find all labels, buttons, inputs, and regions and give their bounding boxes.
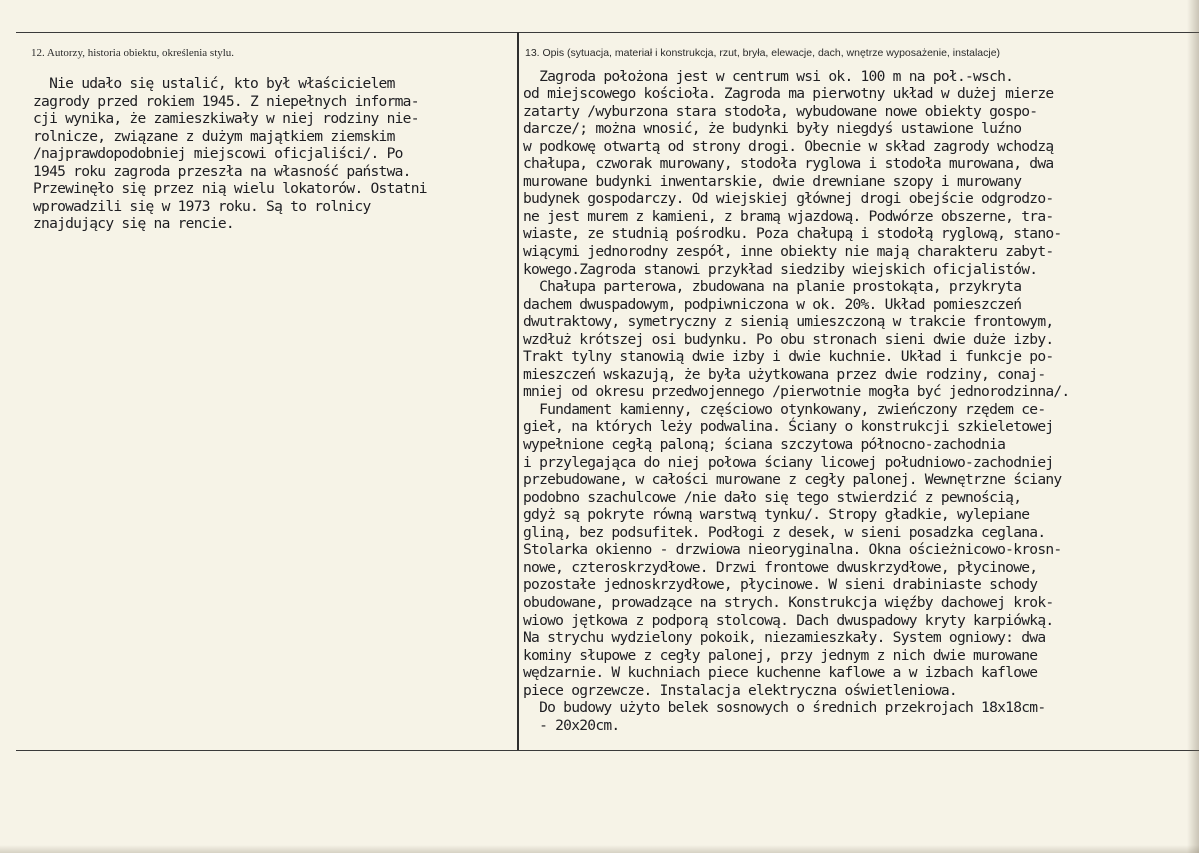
history-text-line: Nie udało się ustalić, kto był właścicielem [33, 75, 395, 92]
description-text-line: i przylegająca do niej połowa ściany licowej południowo-zachodniej [523, 453, 1054, 471]
description-text-line: wędzarnie. W kuchniach piece kuchenne kaflowe a w izbach kaflowe [523, 664, 1038, 682]
history-text-line: /najprawdopodobniej miejscowi oficjaliści/. Po [33, 145, 403, 163]
description-text-line: chałupa, czworak murowany, stodoła ryglowa i stodoła murowana, dwa [523, 155, 1054, 173]
column-divider [517, 32, 519, 750]
description-text-line: mieszczeń wskazują, że była użytkowana przez dwie rodziny, conaj- [523, 365, 1046, 383]
description-text-line: Zagroda położona jest w centrum wsi ok. 100 m na poł.-wsch. [523, 67, 1014, 85]
history-text-line: 1945 roku zagroda przeszła na własność państwa. [33, 162, 411, 180]
description-text-line: ne jest murem z kamieni, z bramą wjazdową. Podwórze obszerne, tra- [523, 207, 1054, 225]
description-text-line: wiowo jętkowa z podporą stolcową. Dach dwuspadowy kryty karpiówką. [523, 611, 1054, 629]
description-text-line: gdyż są pokryte równą warstwą tynku/. Stropy gładkie, wylepiane [523, 506, 1030, 524]
history-text-line: zagrody przed rokiem 1945. Z niepełnych informa- [33, 92, 419, 110]
frame-bottom-rule [16, 750, 1199, 751]
description-text-line: murowane budynki inwentarskie, dwie drewniane szopy i murowany [523, 172, 1022, 190]
description-text-line: mniej od okresu przedwojennego /pierwotnie mogła być jednorodzinna/. [523, 383, 1070, 401]
description-text-line: pozostałe jednoskrzydłowe, płycinowe. W sieni drabiniaste schody [523, 576, 1038, 594]
history-text-line: Przewinęło się przez nią wielu lokatorów. Ostatni [33, 180, 427, 198]
description-text-line: podobno szachulcowe /nie dało się tego stwierdzić z pewnością, [523, 488, 1022, 506]
description-text-line: Trakt tylny stanowią dwie izby i dwie kuchnie. Układ i funkcje po- [523, 348, 1054, 366]
description-text-block [523, 50, 1069, 734]
description-text-line [523, 50, 1069, 68]
history-text-line: wprowadzili się w 1973 roku. Są to rolnicy [33, 197, 371, 215]
description-text-line: gieł, na których leży podwalina. Ściany o konstrukcji szkieletowej [523, 418, 1054, 436]
section-13-header: 13. Opis (sytuacja, materiał i konstrukcja, rzut, bryła, elewacje, dach, wnętrze wyposażenie, instalacje) [525, 47, 1001, 59]
description-text-line: wiaste, ze studnią pośrodku. Poza chałupą i stodołą ryglową, stano- [523, 225, 1062, 243]
description-text-line: zatarty /wyburzona stara stodoła, wybudowane nowe obiekty gospo- [523, 102, 1038, 120]
history-text-line: znajdujący się na rencie. [33, 215, 234, 233]
description-text-line: darcze/; można wnosić, że budynki były niegdyś ustawione luźno [523, 120, 1022, 138]
description-text-line: wypełnione cegłą paloną; ściana szczytowa północno-zachodnia [523, 436, 1006, 454]
section-12-header: 12. Autorzy, historia obiektu, określenia stylu. [31, 47, 235, 59]
frame-top-rule [16, 32, 1199, 33]
description-text-line: Na strychu wydzielony pokoik, niezamieszkały. System ogniowy: dwa [523, 629, 1046, 647]
description-text-line: przebudowane, w całości murowane z cegły palonej. Wewnętrzne ściany [523, 471, 1062, 489]
description-text-line: od miejscowego kościoła. Zagroda ma pierwotny układ w dużej mierze [523, 85, 1054, 103]
description-text-line: Chałupa parterowa, zbudowana na planie prostokąta, przykryta [523, 278, 1022, 296]
description-text-line: kowego.Zagroda stanowi przykład siedziby wiejskich oficjalistów. [523, 260, 1038, 278]
description-text-line: piece ogrzewcze. Instalacja elektryczna oświetleniowa. [523, 681, 957, 699]
page-edge-shadow [1187, 0, 1199, 853]
description-text-line: - 20x20cm. [523, 716, 620, 734]
description-text-line: w podkowę otwartą od strony drogi. Obecnie w skład zagrody wchodzą [523, 137, 1054, 155]
description-text-line: Stolarka okienno - drzwiowa nieoryginalna. Okna ościeżnicowo-krosn- [523, 541, 1062, 559]
description-text-line: dwutraktowy, symetryczny z sienią umieszczoną w trakcie frontowym, [523, 313, 1054, 331]
description-text-line: dachem dwuspadowym, podpiwniczona w ok. 20%. Układ pomieszczeń [523, 295, 1022, 313]
description-text-line: obudowane, prowadzące na strych. Konstrukcja więźby dachowej krok- [523, 593, 1054, 611]
description-text-line: budynek gospodarczy. Od wiejskiej głównej drogi obejście odgrodzo- [523, 190, 1054, 208]
description-text-line: Do budowy użyto belek sosnowych o średnich przekrojach 18x18cm- [523, 699, 1046, 717]
description-text-line: nowe, czteroskrzydłowe. Drzwi frontowe dwuskrzydłowe, płycinowe, [523, 558, 1038, 576]
description-text-line: kominy słupowe z cegły palonej, przy jednym z nich dwie murowane [523, 646, 1038, 664]
description-text-line: Fundament kamienny, częściowo otynkowany, zwieńczony rzędem ce- [523, 400, 1046, 418]
description-text-line: wiącymi jednorodny zespół, inne obiekty nie mają charakteru zabyt- [523, 243, 1054, 261]
page-bottom-shadow [0, 845, 1199, 853]
description-text-line: gliną, bez podsufitek. Podłogi z desek, w sieni posadzka ceglana. [523, 523, 1046, 541]
history-text-line: cji wynika, że zamieszkiwały w niej rodziny nie- [33, 110, 419, 128]
history-text-block [33, 75, 427, 233]
history-text-line: rolnicze, związane z dużym majątkiem ziemskim [33, 127, 395, 145]
description-text-line: wzdłuż krótszej osi budynku. Po obu stronach sieni dwie duże izby. [523, 330, 1054, 348]
